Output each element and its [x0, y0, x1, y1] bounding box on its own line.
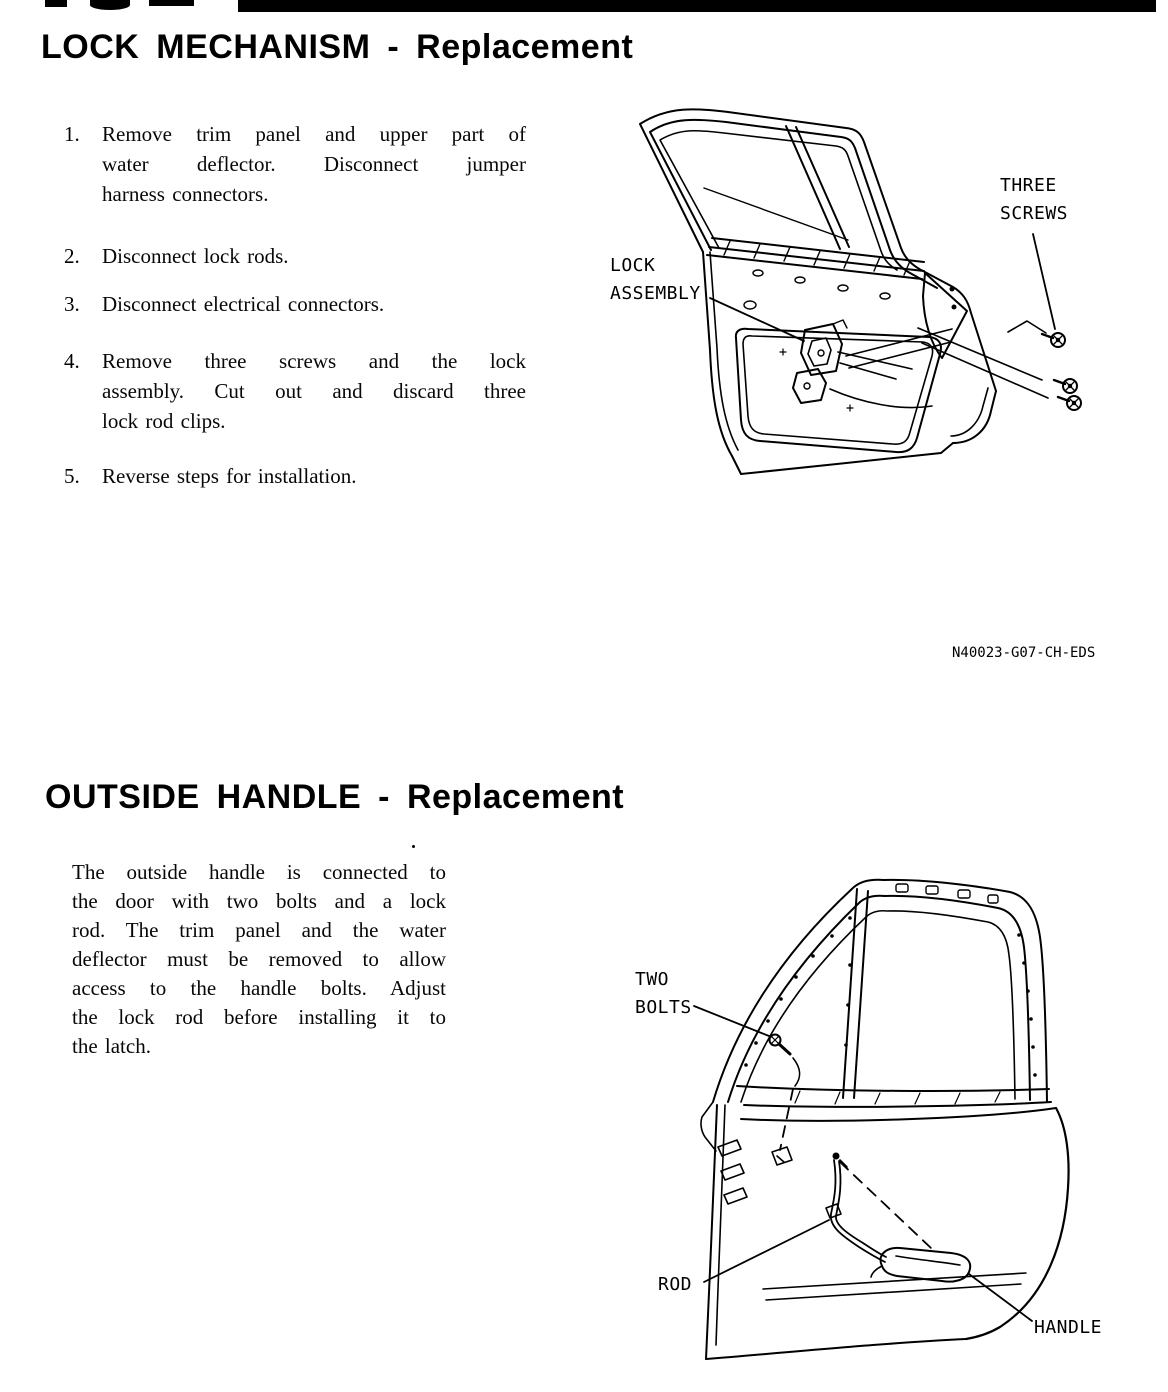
rod-leader-line	[704, 1220, 829, 1282]
section-title-outside-handle: OUTSIDE HANDLE - Replacement	[45, 778, 625, 816]
section-title-lock-mechanism: LOCK MECHANISM - Replacement	[41, 28, 634, 66]
label-three-screws	[1000, 172, 1068, 228]
step-text-line: Remove trim panel and upper part of	[102, 122, 526, 146]
paragraph-line: deflector must be removed to allow	[72, 947, 446, 971]
step-text-line: Disconnect lock rods.	[102, 244, 289, 268]
step-item-1	[64, 119, 534, 209]
scan-speck	[412, 845, 415, 848]
paragraph-line: the latch.	[72, 1034, 151, 1058]
screw-icon	[1058, 396, 1081, 410]
step-text-line: Remove three screws and the lock	[102, 349, 526, 373]
label-line: ASSEMBLY	[610, 283, 701, 304]
step-text-line: Disconnect electrical connectors.	[102, 292, 385, 316]
handle-leader-line	[969, 1274, 1032, 1321]
header-glyph-fragment	[90, 0, 130, 10]
paragraph-line: the door with two bolts and a lock	[72, 889, 446, 913]
label-lock-assembly	[610, 252, 701, 308]
label-line: THREE	[1000, 175, 1057, 196]
outside-handle-paragraph	[72, 858, 446, 1061]
label-rod: ROD	[658, 1274, 693, 1295]
paragraph-line: the lock rod before installing it to	[72, 1005, 446, 1029]
label-two-bolts	[635, 966, 692, 1022]
header-rule-bar	[238, 0, 1156, 12]
step-text-line: assembly. Cut out and discard three	[102, 379, 526, 403]
paragraph-line: rod. The trim panel and the water	[72, 918, 446, 942]
step-text-line: lock rod clips.	[102, 409, 226, 433]
label-line: BOLTS	[635, 997, 692, 1018]
step-item-3	[64, 289, 534, 319]
screw-icon	[1042, 333, 1065, 347]
two-bolts-leader-line	[694, 1006, 769, 1036]
rear-door-line-drawing	[600, 100, 1168, 600]
paragraph-line: access to the handle bolts. Adjust	[72, 976, 446, 1000]
door-handle-line-drawing	[620, 865, 1168, 1370]
step-text-line: Reverse steps for installation.	[102, 464, 357, 488]
header-glyph-fragment	[149, 0, 194, 6]
step-item-4	[64, 346, 534, 436]
screw-icon	[1054, 379, 1077, 393]
label-line: TWO	[635, 969, 670, 990]
outside-handle-figure	[620, 865, 1168, 1370]
label-line: SCREWS	[1000, 203, 1069, 224]
step-text-line: harness connectors.	[102, 182, 269, 206]
lock-mechanism-figure	[600, 100, 1168, 600]
label-line: LOCK	[610, 255, 656, 276]
label-handle: HANDLE	[1034, 1317, 1103, 1338]
step-number: 1.	[64, 122, 80, 146]
header-glyph-fragment	[45, 0, 67, 7]
step-number: 4.	[64, 349, 80, 373]
step-item-2	[64, 241, 534, 271]
step-number: 2.	[64, 244, 80, 268]
step-number: 3.	[64, 292, 80, 316]
bolt-icon	[770, 1035, 800, 1087]
figure-code: N40023-G07-CH-EDS	[952, 645, 1096, 661]
step-text-line: water deflector. Disconnect jumper	[102, 152, 526, 176]
lock-assembly-leader-line	[710, 298, 804, 341]
step-item-5	[64, 461, 534, 491]
paragraph-line: The outside handle is connected to	[72, 860, 446, 884]
three-screws-leader-line	[1033, 234, 1055, 329]
step-number: 5.	[64, 464, 80, 488]
